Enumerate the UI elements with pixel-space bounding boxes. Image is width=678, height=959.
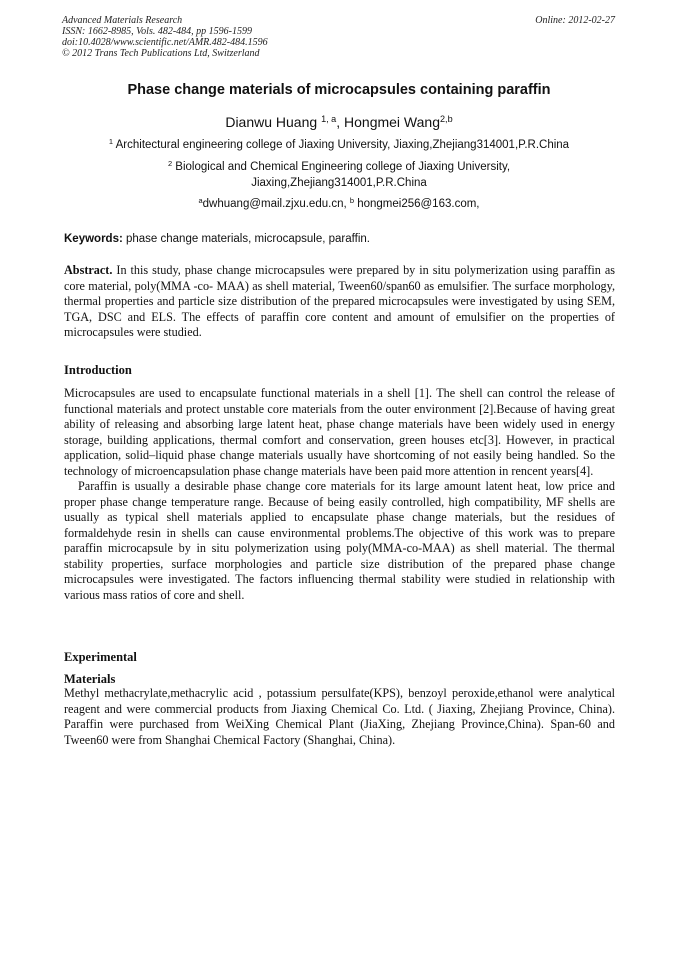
affiliation-2-sup: 2: [167, 158, 173, 168]
affiliation-2: [40, 159, 638, 191]
materials-heading: Materials: [64, 672, 116, 686]
keywords: [64, 233, 615, 245]
affiliation-1-text: Architectural engineering college of Jiaxing University, Jiaxing,Zhejiang314001,P.R.China: [113, 139, 570, 151]
introduction-body: [64, 386, 615, 603]
keywords-text: phase change materials, microcapsule, paraffin.: [122, 233, 370, 245]
experimental-heading: Experimental: [64, 650, 137, 664]
keywords-label: Keywords:: [64, 233, 123, 245]
issn-line: ISSN: 1662-8985, Vols. 482-484, pp 1596-1599: [62, 26, 252, 37]
online-date: Online: 2012-02-27: [535, 15, 615, 26]
email-a-sup: a: [198, 195, 203, 205]
abstract-text: In this study, phase change microcapsules were prepared by in situ polymerization using paraffin as core material, poly(MMA -co- MAA) as shell material, Tween60/span60 as emulsifier. The surface morphology, thermal properties and particle size distribution of the prepared microcapsules were investigated by using SEM, TGA, DSC and ELS. The effects of paraffin core content and amount of emulsifier on the properties of microcapsules were studied.: [64, 263, 615, 339]
author-emails: [40, 196, 638, 212]
intro-paragraph-2: Paraffin is usually a desirable phase change core materials for its large amount latent heat, low price and proper phase change temperature range. Because of being easily controlled, high compatibility, MF shells are usually as typical shell materials applied to encapsulate phase change materials, but the residues of formaldehyde resin in shells can cause environmental problems.The objective of this work was to prepare paraffin microcapsule by in situ polymerization using poly(MMA-co-MAA) as shell material. The thermal stability properties, surface morphologies and particle size distribution of the prepared phase change microcapsules were investigated. The factors influencing thermal stability were studied in relationship with various mass ratios of core and shell.: [64, 479, 615, 602]
intro-paragraph-1: Microcapsules are used to encapsulate functional materials in a shell [1]. The shell can control the release of functional materials and protect unstable core materials from the outer environment [2].Because of having great ability of releasing and absorbing large latent heat, phase change materials have been widely used in energy storage, building applications, thermal comfort and conservation, green houses etc[3]. However, in practical application, solid–liquid phase change materials usually have shortcoming of not easily being handled. So the technology of microencapsulation phase change materials have been paid more attention in rencent years[4].: [64, 386, 615, 478]
author-separator: ,: [336, 114, 345, 130]
affiliation-1-sup: 1: [108, 136, 114, 146]
journal-header: [62, 15, 422, 59]
author-line: [40, 114, 638, 130]
email-b: hongmei256@163.com,: [354, 198, 480, 210]
materials-body: Methyl methacrylate,methacrylic acid , potassium persulfate(KPS), benzoyl peroxide,ethanol were analytical reagent and were commercial products from Jiaxing Chemical Co. Ltd. ( Jiaxing, Zhejiang Province, China). Paraffin were purchased from WeiXing Chemical Plant (JiaXing, Zhejiang Province,China). Span-60 and Tween60 were from Shanghai Chemical Factory (Shanghai, China).: [64, 686, 615, 747]
abstract-label: Abstract.: [64, 263, 113, 277]
paper-title: Phase change materials of microcapsules containing paraffin: [127, 82, 551, 98]
doi-line: doi:10.4028/www.scientific.net/AMR.482-484.1596: [62, 37, 268, 48]
copyright-line: © 2012 Trans Tech Publications Ltd, Switzerland: [62, 48, 260, 59]
email-a: dwhuang@mail.zjxu.edu.cn,: [202, 198, 350, 210]
email-b-sup: b: [349, 195, 355, 205]
introduction-heading: Introduction: [64, 363, 132, 377]
affiliation-2-line1: Biological and Chemical Engineering college of Jiaxing University,: [172, 161, 511, 173]
affiliation-2-line2: Jiaxing,Zhejiang314001,P.R.China: [251, 177, 427, 189]
author-2-sup: 2,b: [440, 114, 453, 124]
affiliation-1: [40, 137, 638, 153]
author-1-name: Dianwu Huang: [225, 114, 322, 130]
author-1-sup: 1, a: [321, 114, 337, 124]
author-2-name: Hongmei Wang: [344, 114, 440, 130]
abstract: [64, 263, 615, 341]
journal-name: Advanced Materials Research: [62, 15, 183, 26]
